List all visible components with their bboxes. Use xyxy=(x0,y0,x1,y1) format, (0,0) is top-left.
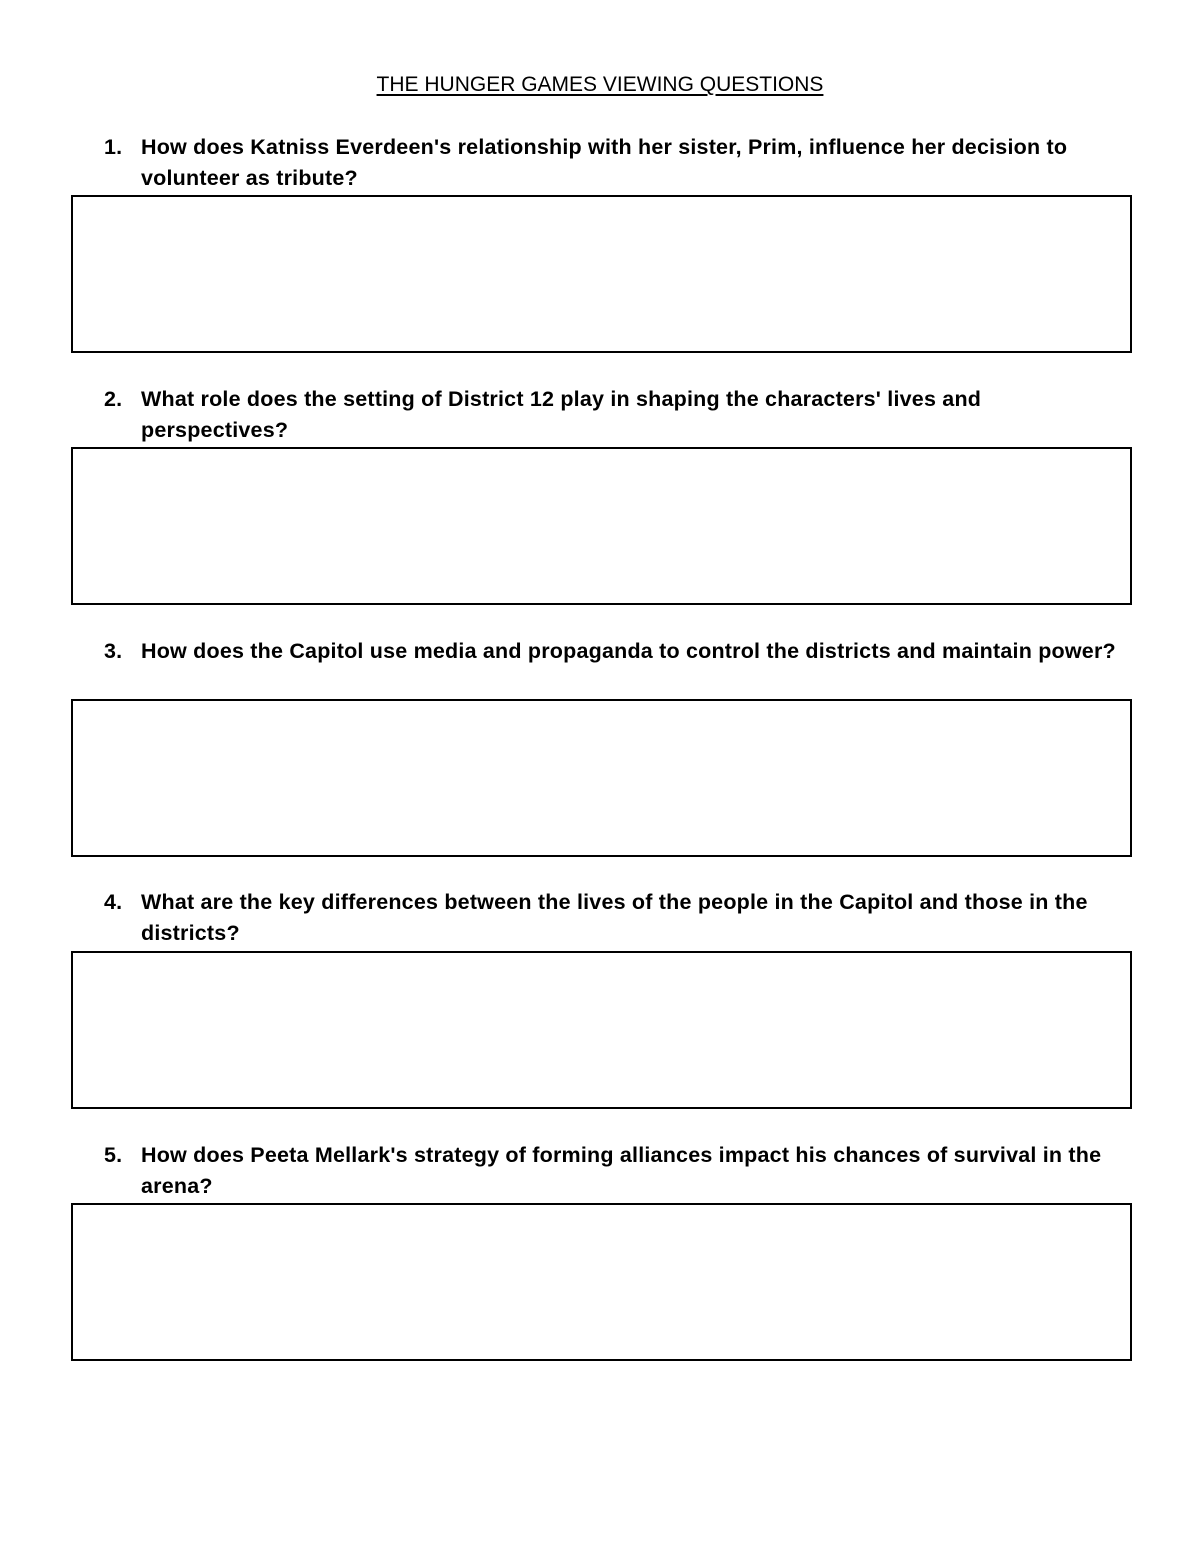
answer-box-4[interactable] xyxy=(71,951,1132,1109)
question-1 xyxy=(104,132,1134,194)
question-text: How does the Capitol use media and propaganda to control the districts and maintain power? xyxy=(141,639,1116,663)
question-number: 2. xyxy=(104,387,123,411)
answer-box-1[interactable] xyxy=(71,195,1132,353)
answer-box-5[interactable] xyxy=(71,1203,1132,1361)
question-3 xyxy=(104,636,1134,667)
question-number: 1. xyxy=(104,135,123,159)
question-5 xyxy=(104,1140,1134,1202)
question-2 xyxy=(104,384,1134,446)
question-number: 4. xyxy=(104,890,123,914)
question-text: What role does the setting of District 12 play in shaping the characters' lives and perspectives? xyxy=(141,387,982,442)
answer-box-2[interactable] xyxy=(71,447,1132,605)
question-text: What are the key differences between the lives of the people in the Capitol and those in the districts? xyxy=(141,890,1088,945)
question-text: How does Katniss Everdeen's relationship with her sister, Prim, influence her decision to volunteer as tribute? xyxy=(141,135,1068,190)
question-text: How does Peeta Mellark's strategy of forming alliances impact his chances of survival in the arena? xyxy=(141,1143,1102,1198)
question-4 xyxy=(104,887,1134,949)
question-number: 5. xyxy=(104,1143,123,1167)
page-title: THE HUNGER GAMES VIEWING QUESTIONS xyxy=(376,73,824,96)
question-number: 3. xyxy=(104,639,123,663)
answer-box-3[interactable] xyxy=(71,699,1132,857)
